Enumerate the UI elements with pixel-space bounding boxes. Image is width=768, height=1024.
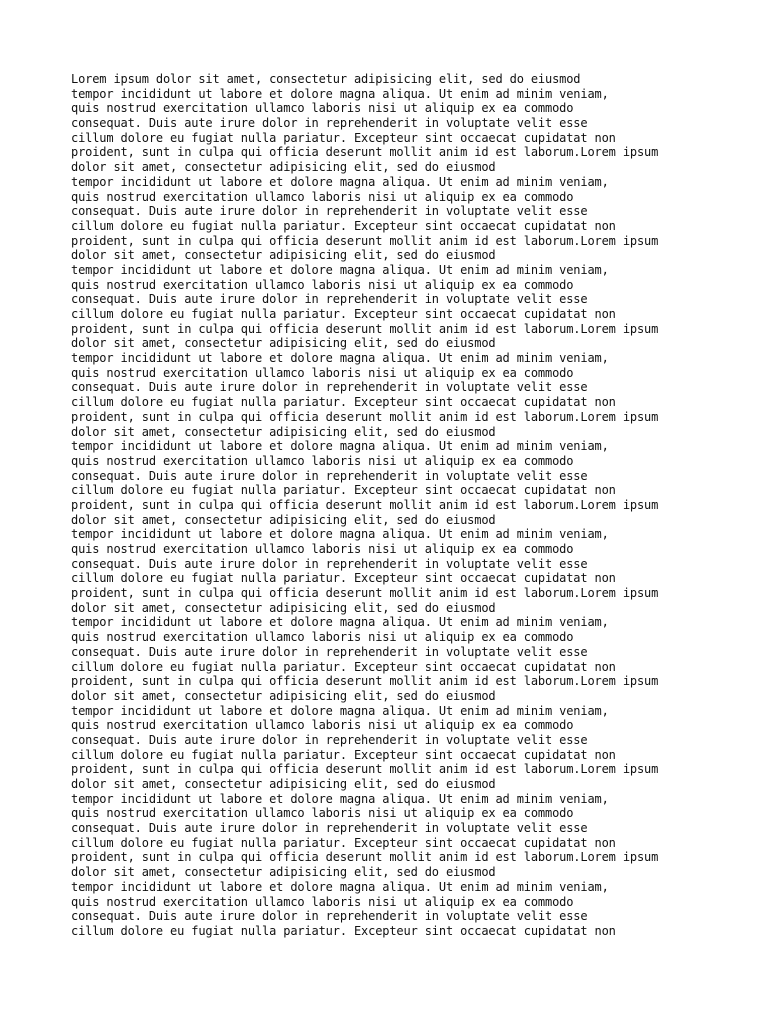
text-line: consequat. Duis aute irure dolor in reprehenderit in voluptate velit esse — [71, 556, 588, 571]
text-line: tempor incididunt ut labore et dolore magna aliqua. Ut enim ad minim veniam, — [71, 351, 609, 366]
text-line: dolor sit amet, consectetur adipisicing elit, sed do eiusmod — [71, 688, 496, 703]
text-line: proident, sunt in culpa qui officia deserunt mollit anim id est laborum.Lorem ipsum — [71, 321, 659, 336]
text-line: proident, sunt in culpa qui officia deserunt mollit anim id est laborum.Lorem ipsum — [71, 145, 659, 160]
text-line: Lorem ipsum dolor sit amet, consectetur adipisicing elit, sed do eiusmod — [71, 72, 581, 86]
text-line: proident, sunt in culpa qui officia deserunt mollit anim id est laborum.Lorem ipsum — [71, 850, 659, 865]
text-line: consequat. Duis aute irure dolor in reprehenderit in voluptate velit esse — [71, 732, 588, 747]
text-line: tempor incididunt ut labore et dolore magna aliqua. Ut enim ad minim veniam, — [71, 703, 609, 718]
text-line: consequat. Duis aute irure dolor in reprehenderit in voluptate velit esse — [71, 644, 588, 659]
text-line: quis nostrud exercitation ullamco laboris nisi ut aliquip ex ea commodo — [71, 630, 574, 645]
text-line: dolor sit amet, consectetur adipisicing elit, sed do eiusmod — [71, 336, 496, 351]
text-line: proident, sunt in culpa qui officia deserunt mollit anim id est laborum.Lorem ipsum — [71, 233, 659, 248]
text-line: quis nostrud exercitation ullamco laboris nisi ut aliquip ex ea commodo — [71, 277, 574, 292]
text-line: proident, sunt in culpa qui officia deserunt mollit anim id est laborum.Lorem ipsum — [71, 762, 659, 777]
text-line: tempor incididunt ut labore et dolore magna aliqua. Ut enim ad minim veniam, — [71, 174, 609, 189]
text-line: cillum dolore eu fugiat nulla pariatur. Excepteur sint occaecat cupidatat non — [71, 659, 616, 674]
text-line: proident, sunt in culpa qui officia deserunt mollit anim id est laborum.Lorem ipsum — [71, 674, 659, 689]
text-line: cillum dolore eu fugiat nulla pariatur. Excepteur sint occaecat cupidatat non — [71, 747, 616, 762]
text-line: consequat. Duis aute irure dolor in reprehenderit in voluptate velit esse — [71, 380, 588, 395]
text-line: consequat. Duis aute irure dolor in reprehenderit in voluptate velit esse — [71, 468, 588, 483]
text-line: dolor sit amet, consectetur adipisicing elit, sed do eiusmod — [71, 600, 496, 615]
text-line: cillum dolore eu fugiat nulla pariatur. Excepteur sint occaecat cupidatat non — [71, 923, 616, 938]
text-line: proident, sunt in culpa qui officia deserunt mollit anim id est laborum.Lorem ipsum — [71, 586, 659, 601]
text-line: cillum dolore eu fugiat nulla pariatur. Excepteur sint occaecat cupidatat non — [71, 835, 616, 850]
text-line: proident, sunt in culpa qui officia deserunt mollit anim id est laborum.Lorem ipsum — [71, 497, 659, 512]
text-line: quis nostrud exercitation ullamco laboris nisi ut aliquip ex ea commodo — [71, 806, 574, 821]
text-line: consequat. Duis aute irure dolor in reprehenderit in voluptate velit esse — [71, 821, 588, 836]
text-line: tempor incididunt ut labore et dolore magna aliqua. Ut enim ad minim veniam, — [71, 527, 609, 542]
text-line: dolor sit amet, consectetur adipisicing elit, sed do eiusmod — [71, 512, 496, 527]
text-line: consequat. Duis aute irure dolor in reprehenderit in voluptate velit esse — [71, 204, 588, 219]
text-line: dolor sit amet, consectetur adipisicing elit, sed do eiusmod — [71, 248, 496, 263]
text-line: quis nostrud exercitation ullamco laboris nisi ut aliquip ex ea commodo — [71, 453, 574, 468]
text-line: tempor incididunt ut labore et dolore magna aliqua. Ut enim ad minim veniam, — [71, 791, 609, 806]
text-line: dolor sit amet, consectetur adipisicing elit, sed do eiusmod — [71, 865, 496, 880]
text-line: cillum dolore eu fugiat nulla pariatur. Excepteur sint occaecat cupidatat non — [71, 483, 616, 498]
text-line: consequat. Duis aute irure dolor in reprehenderit in voluptate velit esse — [71, 909, 588, 924]
text-line: cillum dolore eu fugiat nulla pariatur. Excepteur sint occaecat cupidatat non — [71, 218, 616, 233]
text-line: tempor incididunt ut labore et dolore magna aliqua. Ut enim ad minim veniam, — [71, 615, 609, 630]
text-line: quis nostrud exercitation ullamco laboris nisi ut aliquip ex ea commodo — [71, 718, 574, 733]
text-line: cillum dolore eu fugiat nulla pariatur. Excepteur sint occaecat cupidatat non — [71, 307, 616, 321]
text-line: quis nostrud exercitation ullamco laboris nisi ut aliquip ex ea commodo — [71, 542, 574, 556]
text-line: dolor sit amet, consectetur adipisicing elit, sed do eiusmod — [71, 424, 496, 439]
text-line: cillum dolore eu fugiat nulla pariatur. Excepteur sint occaecat cupidatat non — [71, 395, 616, 410]
text-line: dolor sit amet, consectetur adipisicing elit, sed do eiusmod — [71, 777, 496, 791]
text-line: tempor incididunt ut labore et dolore magna aliqua. Ut enim ad minim veniam, — [71, 86, 609, 101]
document-body-text — [71, 72, 761, 939]
text-line: quis nostrud exercitation ullamco laboris nisi ut aliquip ex ea commodo — [71, 189, 574, 204]
text-line: dolor sit amet, consectetur adipisicing elit, sed do eiusmod — [71, 160, 496, 175]
text-line: quis nostrud exercitation ullamco laboris nisi ut aliquip ex ea commodo — [71, 101, 574, 116]
text-line: tempor incididunt ut labore et dolore magna aliqua. Ut enim ad minim veniam, — [71, 262, 609, 277]
text-line: consequat. Duis aute irure dolor in reprehenderit in voluptate velit esse — [71, 116, 588, 131]
text-line: cillum dolore eu fugiat nulla pariatur. Excepteur sint occaecat cupidatat non — [71, 130, 616, 145]
text-line: cillum dolore eu fugiat nulla pariatur. Excepteur sint occaecat cupidatat non — [71, 571, 616, 586]
text-line: consequat. Duis aute irure dolor in reprehenderit in voluptate velit esse — [71, 292, 588, 307]
text-line: quis nostrud exercitation ullamco laboris nisi ut aliquip ex ea commodo — [71, 894, 574, 909]
text-line: proident, sunt in culpa qui officia deserunt mollit anim id est laborum.Lorem ipsum — [71, 409, 659, 424]
text-line: tempor incididunt ut labore et dolore magna aliqua. Ut enim ad minim veniam, — [71, 879, 609, 894]
text-line: quis nostrud exercitation ullamco laboris nisi ut aliquip ex ea commodo — [71, 365, 574, 380]
text-line: tempor incididunt ut labore et dolore magna aliqua. Ut enim ad minim veniam, — [71, 439, 609, 454]
